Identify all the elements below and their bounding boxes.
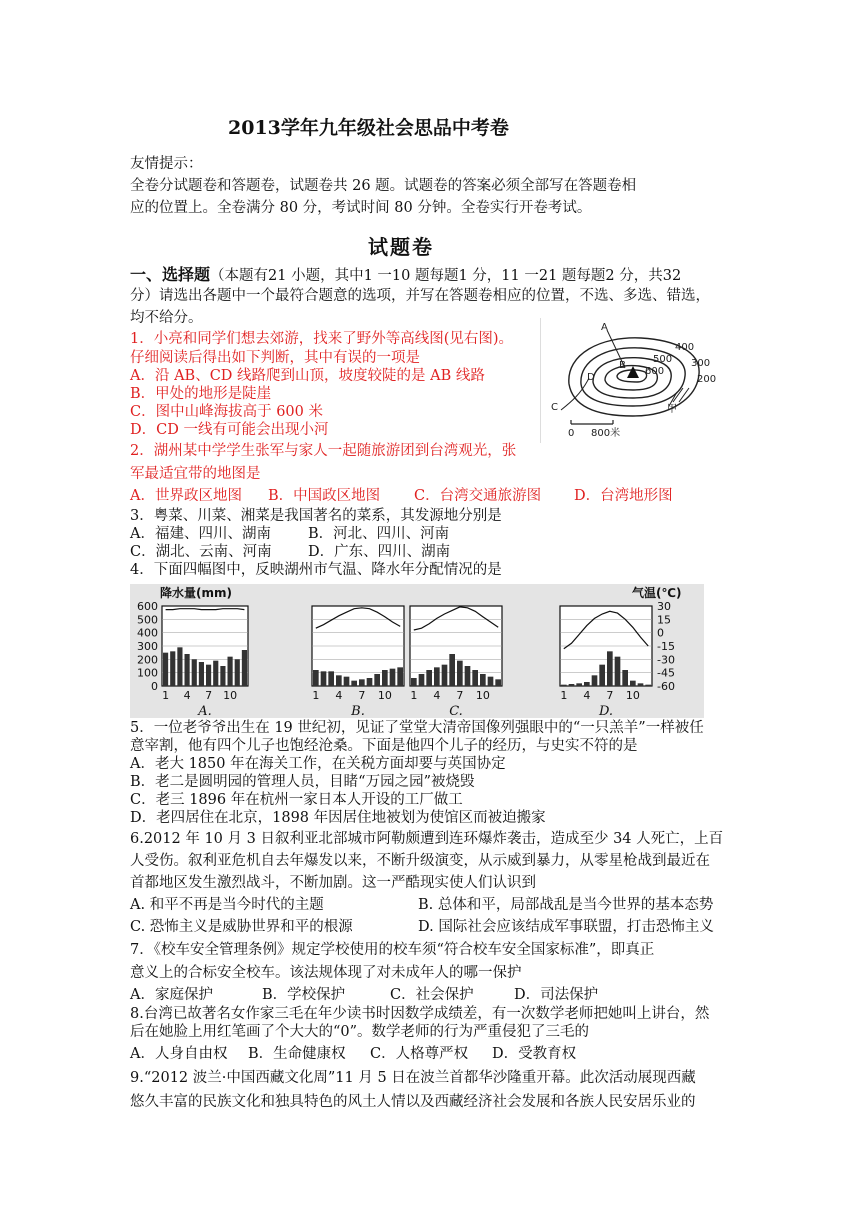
part1-heading: 一、选择题 xyxy=(130,265,211,284)
climate-charts xyxy=(130,584,704,718)
precip-bar xyxy=(359,679,365,686)
q7-stem-1: 7．《校车安全管理条例》规定学校使用的校车须“符合校车安全国家标准”，即真正 xyxy=(130,942,655,958)
month-tick-label: 4 xyxy=(433,689,441,702)
precip-tick-label: 0 xyxy=(151,680,158,693)
temp-tick-label: -15 xyxy=(657,640,675,653)
precip-bar xyxy=(163,653,168,686)
month-tick-label: 1 xyxy=(162,689,170,702)
month-tick-label: 7 xyxy=(456,689,464,702)
precip-bar xyxy=(382,670,388,686)
temp-tick-label: 30 xyxy=(657,600,671,613)
precip-bar xyxy=(397,667,403,686)
q5-option-c: C．老三 1896 年在杭州一家日本人开设的工厂做工 xyxy=(130,792,463,808)
point-label-a: A xyxy=(601,322,608,333)
precip-bar xyxy=(206,665,211,686)
contour-label: 300 xyxy=(691,358,711,369)
precip-bar xyxy=(192,659,197,686)
q3-stem: 3．粤菜、川菜、湘菜是我国著名的菜系，其发源地分别是 xyxy=(130,508,502,524)
temp-axis-label: 气温(℃) xyxy=(632,586,682,600)
q2-option-b: B．中国政区地图 xyxy=(268,488,381,504)
q2-option-a: A．世界政区地图 xyxy=(130,488,242,504)
contour-label: 600 xyxy=(645,366,665,377)
precip-bar xyxy=(374,674,380,686)
precip-bar xyxy=(495,679,501,686)
q1-option-d: D．CD 一线有可能会出现小河 xyxy=(130,422,329,438)
temp-tick-label: 15 xyxy=(657,613,671,627)
precip-bar xyxy=(213,661,218,686)
q6-option-a: A. 和平不再是当今时代的主题 xyxy=(130,897,324,913)
scale-start: 0 xyxy=(568,428,575,439)
tip-line-2: 应的位置上。全卷满分 80 分，考试时间 80 分钟。全卷实行开卷考试。 xyxy=(130,200,592,216)
contour-map-svg xyxy=(541,318,719,443)
q1-option-a: A．沿 AB、CD 线路爬到山顶，坡度较陡的是 AB 线路 xyxy=(130,368,485,384)
q2-options xyxy=(130,487,673,506)
precip-bar xyxy=(313,670,319,686)
month-tick-label: 10 xyxy=(377,689,392,702)
q8-options xyxy=(130,1045,576,1064)
precip-bar xyxy=(569,684,575,686)
q4-stem: 4．下面四幅图中，反映湖州市气温、降水年分配情况的是 xyxy=(130,562,502,578)
cliff-label: 甲 xyxy=(667,404,677,415)
q3-option-a: A．福建、四川、湖南 xyxy=(130,526,271,542)
q9-stem-2: 悠久丰富的民族文化和独具特色的风土人情以及西藏经济社会发展和各族人民安居乐业的 xyxy=(130,1094,696,1110)
month-tick-label: 7 xyxy=(606,689,614,702)
q3-options-row-1 xyxy=(130,525,449,544)
precip-bar xyxy=(426,670,432,686)
precip-bar xyxy=(449,654,455,686)
panel-label: C. xyxy=(449,704,463,718)
precip-bar xyxy=(344,677,350,686)
q3-options-row-2 xyxy=(130,543,450,562)
contour-map xyxy=(540,318,719,443)
q2-stem-1: 2．湖州某中学学生张军与家人一起随旅游团到台湾观光，张 xyxy=(130,443,517,459)
precip-bar xyxy=(442,665,448,686)
q3-option-b: B．河北、四川、河南 xyxy=(308,526,450,542)
precip-bar xyxy=(235,659,240,686)
month-tick-label: 7 xyxy=(205,689,213,702)
q8-stem-2: 后在她脸上用红笔画了个大大的“0”。数学老师的行为严重侵犯了三毛的 xyxy=(130,1024,590,1040)
q8-stem-1: 8.台湾已故著名女作家三毛在年少读书时因数学成绩差，有一次数学老师把她叫上讲台，然 xyxy=(130,1006,710,1022)
precip-bar xyxy=(351,681,357,686)
month-tick-label: 10 xyxy=(475,689,490,702)
precip-bar xyxy=(607,651,613,686)
contour-label: 400 xyxy=(675,342,695,353)
month-tick-label: 1 xyxy=(410,689,418,702)
precip-bar xyxy=(199,662,204,686)
q1-stem-1: 1．小亮和同学们想去郊游，找来了野外等高线图(见右图)。 xyxy=(130,331,514,347)
precip-bar xyxy=(177,647,182,686)
contour-label: 200 xyxy=(697,374,717,385)
precip-bar xyxy=(411,678,417,686)
q6-option-d: D. 国际社会应该结成军事联盟，打击恐怖主义 xyxy=(418,919,714,935)
peak-triangle xyxy=(627,366,639,378)
q3-option-d: D．广东、四川、湖南 xyxy=(308,544,451,560)
q8-option-b: B．生命健康权 xyxy=(248,1046,346,1062)
temp-tick-label: -30 xyxy=(657,653,675,667)
precip-bar xyxy=(457,661,463,686)
part1-line-1 xyxy=(130,265,681,286)
month-tick-label: 4 xyxy=(583,689,591,702)
month-tick-label: 4 xyxy=(183,689,191,702)
q2-option-c: C．台湾交通旅游图 xyxy=(414,488,542,504)
month-tick-label: 10 xyxy=(625,689,640,702)
scale-end: 800米 xyxy=(591,428,621,439)
precip-bar xyxy=(465,666,471,686)
precip-bar xyxy=(367,678,373,686)
q1-option-b: B．甲处的地形是陡崖 xyxy=(130,386,272,402)
q5-stem-1: 5．一位老爷爷出生在 19 世纪初，见证了堂堂大清帝国像列强眼中的“一只羔羊”一样被任 xyxy=(130,720,704,736)
q7-options xyxy=(130,986,598,1005)
q1-option-c: C．图中山峰海拔高于 600 米 xyxy=(130,404,323,420)
precip-bar xyxy=(592,675,598,686)
q6-stem-2: 人受伤。叙利亚危机自去年爆发以来，不断升级演变，从示威到暴力，从零星枪战到最近在 xyxy=(130,853,710,869)
q8-option-a: A．人身自由权 xyxy=(130,1046,228,1062)
precip-bar xyxy=(622,670,628,686)
precip-bar xyxy=(488,677,494,686)
precip-bar xyxy=(434,667,440,686)
q3-option-c: C．湖北、云南、河南 xyxy=(130,544,272,560)
section-title: 试题卷 xyxy=(368,235,434,259)
precip-bar xyxy=(472,670,478,686)
q7-option-a: A．家庭保护 xyxy=(130,987,213,1003)
month-tick-label: 7 xyxy=(358,689,366,702)
precip-bar xyxy=(480,674,486,686)
precip-tick-label: 100 xyxy=(137,666,158,680)
q9-stem-1: 9.“2012 波兰·中国西藏文化周”11 月 5 日在波兰首都华沙隆重开幕。此次活动展现西藏 xyxy=(130,1070,696,1086)
q7-option-b: B．学校保护 xyxy=(262,987,346,1003)
q5-option-a: A．老大 1850 年在海关工作，在关税方面却要与英国协定 xyxy=(130,756,506,772)
precip-bar xyxy=(576,683,582,686)
q2-stem-2: 军最适宜带的地图是 xyxy=(130,466,261,482)
q6-option-c: C. 恐怖主义是威胁世界和平的根源 xyxy=(130,919,353,935)
temp-tick-label: -60 xyxy=(657,680,675,693)
precip-bar xyxy=(220,666,225,686)
q1-stem-2: 仔细阅读后得出如下判断，其中有误的一项是 xyxy=(130,350,420,366)
point-label-b: B xyxy=(619,360,626,371)
q7-option-d: D．司法保护 xyxy=(514,987,599,1003)
q5-option-d: D．老四居住在北京，1898 年因居住地被划为使馆区而被迫搬家 xyxy=(130,810,546,826)
precip-bar xyxy=(615,657,621,686)
precip-bar xyxy=(630,681,636,686)
part1-desc-1: （本题有21 小题，其中1 一10 题每题1 分，11 一21 题每题2 分，共32 xyxy=(210,268,682,284)
panel-label: D. xyxy=(598,704,614,718)
q5-stem-2: 意宰割，他有四个儿子也饱经沧桑。下面是他四个儿子的经历，与史实不符的是 xyxy=(130,738,638,754)
precip-bar xyxy=(228,657,233,686)
month-tick-label: 1 xyxy=(560,689,568,702)
precip-axis-label: 降水量(mm) xyxy=(160,586,232,600)
precip-tick-label: 400 xyxy=(137,626,158,640)
precip-bar xyxy=(185,654,190,686)
precip-bar xyxy=(390,669,396,686)
month-tick-label: 4 xyxy=(335,689,343,702)
part1-desc-2: 分）请选出各题中一个最符合题意的选项，并写在答题卷相应的位置，不选、多选、错选， xyxy=(130,288,710,304)
month-tick-label: 10 xyxy=(223,689,238,702)
month-tick-label: 1 xyxy=(312,689,320,702)
precip-bar xyxy=(561,685,567,686)
point-label-c: C xyxy=(551,402,558,413)
climate-charts-svg xyxy=(130,584,704,718)
panel-label: B. xyxy=(351,704,365,718)
page-title: 2013学年九年级社会思品中考卷 xyxy=(228,117,509,139)
precip-bar xyxy=(599,665,605,686)
q5-option-b: B．老二是圆明园的管理人员，目睹“万园之园”被烧毁 xyxy=(130,774,475,790)
precip-bar xyxy=(170,651,175,686)
q2-option-d: D．台湾地形图 xyxy=(574,488,673,504)
q8-option-c: C．人格尊严权 xyxy=(370,1046,469,1062)
point-label-d: D xyxy=(587,372,595,383)
precip-bar xyxy=(336,675,342,686)
precip-tick-label: 600 xyxy=(137,600,158,613)
contour-label: 500 xyxy=(653,354,673,365)
tip-label: 友情提示： xyxy=(130,156,203,172)
precip-bar xyxy=(321,671,327,686)
temp-tick-label: 0 xyxy=(657,626,664,640)
precip-bar xyxy=(328,671,334,686)
part1-desc-3: 均不给分。 xyxy=(130,310,203,326)
precip-tick-label: 200 xyxy=(137,653,158,667)
q6-stem-1: 6.2012 年 10 月 3 日叙利亚北部城市阿勒颇遭到连环爆炸袭击，造成至少 34 人死亡，上百 xyxy=(130,831,724,847)
q8-option-d: D．受教育权 xyxy=(492,1046,577,1062)
precip-bar xyxy=(242,650,247,686)
q6-option-b: B. 总体和平，局部战乱是当今世界的基本态势 xyxy=(418,897,714,913)
tip-line-1: 全卷分试题卷和答题卷，试题卷共 26 题。试题卷的答案必须全部写在答题卷相 xyxy=(130,178,637,194)
panel-label: A. xyxy=(198,704,212,718)
q7-option-c: C．社会保护 xyxy=(390,987,474,1003)
precip-bar xyxy=(645,685,651,686)
q6-stem-3: 首都地区发生激烈战斗，不断加剧。这一严酷现实使人们认识到 xyxy=(130,875,536,891)
precip-bar xyxy=(584,682,590,686)
precip-bar xyxy=(638,683,644,686)
q7-stem-2: 意义上的合标安全校车。该法规体现了对未成年人的哪一保护 xyxy=(130,965,522,981)
precip-bar xyxy=(419,674,425,686)
temp-tick-label: -45 xyxy=(657,666,675,680)
precip-tick-label: 300 xyxy=(137,640,158,653)
precip-tick-label: 500 xyxy=(137,613,158,627)
